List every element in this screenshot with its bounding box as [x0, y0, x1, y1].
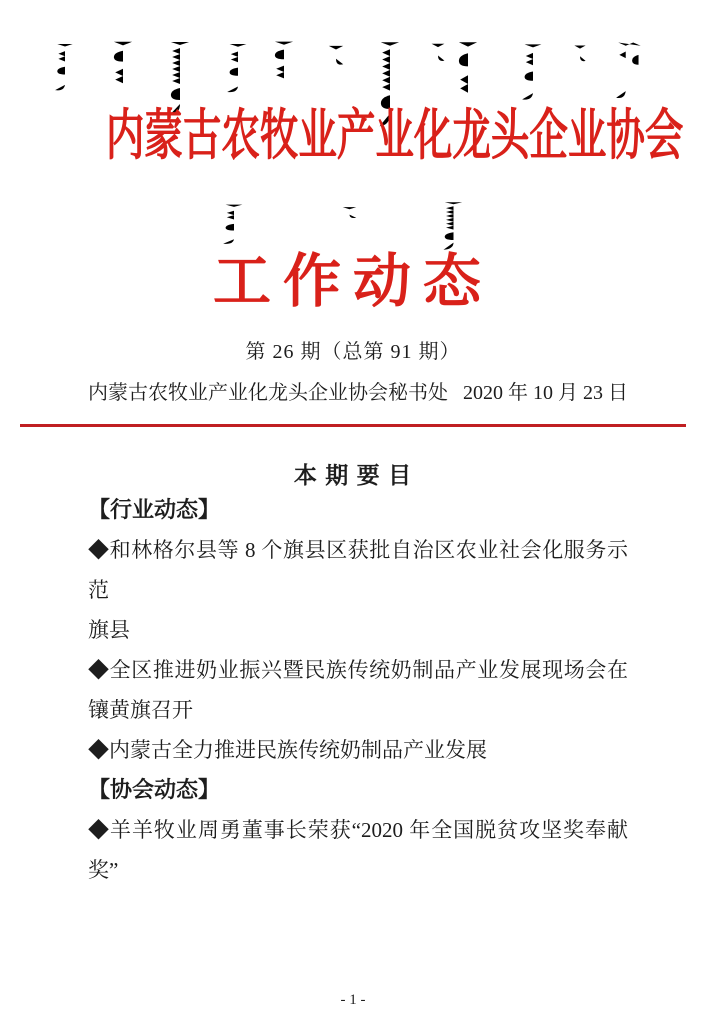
page-number: - 1 -	[340, 992, 366, 1008]
publish-date: 2020 年 10 月 23 日	[463, 382, 628, 404]
toc-item-line: 旗县	[88, 618, 130, 642]
masthead-divider-rule	[20, 424, 686, 427]
toc-item-line: ◆羊羊牧业周勇董事长荣获“2020 年全国脱贫攻坚奖奉献	[88, 818, 628, 842]
mongolian-word-icon	[271, 40, 297, 104]
toc-item-line: ◆和林格尔县等 8 个旗县区获批自治区农业社会化服务示范	[88, 538, 628, 602]
mongolian-word-icon	[341, 206, 358, 220]
mongolian-word-icon	[521, 42, 545, 104]
mongolian-word-icon	[327, 44, 345, 68]
toc-section-label: 【行业动态】	[88, 497, 221, 522]
toc-heading: 本 期 要 目	[293, 462, 413, 488]
mongolian-word-icon	[573, 44, 587, 64]
mongolian-word-icon	[226, 42, 250, 96]
toc-section-label: 【协会动态】	[88, 777, 221, 802]
mongolian-word-icon	[110, 40, 136, 112]
table-of-contents	[88, 490, 628, 890]
toc-item-line: 镶黄旗召开	[88, 698, 193, 722]
association-title: 内蒙古农牧业产业化龙头企业协会	[105, 105, 684, 166]
mongolian-word-icon	[222, 203, 246, 247]
mongolian-word-icon	[430, 42, 446, 64]
mongolian-word-icon	[54, 42, 76, 94]
publisher-name: 内蒙古农牧业产业化龙头企业协会秘书处	[88, 382, 448, 404]
toc-item-line: 奖”	[88, 858, 119, 882]
mongolian-word-icon	[441, 201, 466, 253]
issue-number: 第 26 期（总第 91 期）	[245, 341, 461, 363]
bulletin-title: 工作动态	[212, 249, 493, 314]
publisher-date-row	[88, 379, 628, 407]
mongolian-word-icon	[614, 40, 646, 106]
toc-item-line: ◆全区推进奶业振兴暨民族传统奶制品产业发展现场会在	[88, 658, 628, 682]
toc-item-line: ◆内蒙古全力推进民族传统奶制品产业发展	[88, 738, 487, 762]
